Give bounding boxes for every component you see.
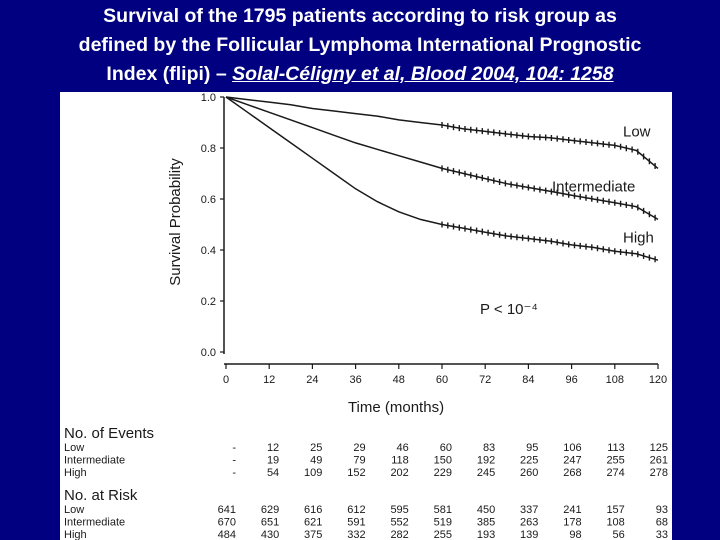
x-tick-label: 0 — [222, 374, 230, 386]
table-cell: 95 — [526, 442, 539, 454]
table-cell: 202 — [390, 467, 409, 479]
table-cell: 108 — [606, 516, 625, 529]
title-line-1: Survival of the 1795 patients according to risk group as — [103, 5, 617, 27]
x-tick-label: 120 — [648, 374, 668, 386]
risk-tables — [64, 425, 668, 540]
series-label-high: High — [623, 229, 654, 247]
survival-chart — [60, 92, 672, 540]
table-cell: 612 — [347, 504, 366, 516]
table-cell: 25 — [310, 442, 323, 454]
table-cell: 229 — [433, 467, 452, 479]
table-cell: 261 — [649, 454, 668, 467]
x-tick-label: 24 — [306, 374, 319, 386]
table-cell: 621 — [304, 516, 323, 529]
table-cell: 193 — [476, 529, 496, 540]
table-cell: 245 — [476, 467, 496, 479]
x-tick-label: 84 — [522, 374, 535, 386]
y-axis-label: Survival Probability — [167, 158, 184, 286]
table-cell: 282 — [390, 529, 409, 540]
table-cell: 255 — [606, 454, 625, 467]
table-cell: 375 — [304, 529, 323, 540]
table-cell: 278 — [649, 467, 668, 479]
x-tick-label: 96 — [565, 374, 578, 386]
title-line-2: defined by the Follicular Lymphoma International Prognostic — [78, 34, 642, 56]
table-cell: 337 — [520, 504, 539, 516]
y-tick-label: 1.0 — [200, 92, 216, 104]
chart-ticks — [201, 92, 667, 386]
table-cell: 79 — [353, 454, 366, 467]
table-row-label: Intermediate — [64, 516, 126, 529]
x-tick-label: 108 — [605, 374, 624, 386]
table-cell: - — [232, 467, 236, 479]
table-cell: 591 — [347, 516, 366, 529]
chart-axes — [224, 97, 658, 364]
table-cell: 118 — [391, 454, 409, 467]
table-heading: No. of Events — [64, 425, 155, 442]
table-cell: 49 — [310, 454, 323, 467]
table-cell: 12 — [266, 442, 280, 454]
table-cell: 385 — [476, 516, 496, 529]
table-cell: 484 — [217, 529, 236, 540]
y-tick-label: 0.8 — [200, 143, 216, 155]
table-row-label: Low — [64, 504, 85, 516]
table-cell: 263 — [520, 516, 539, 529]
table-cell: 83 — [482, 442, 496, 454]
table-cell: 274 — [606, 467, 625, 479]
series-line-low — [226, 97, 658, 168]
table-cell: 93 — [655, 504, 668, 516]
table-cell: 255 — [433, 529, 452, 540]
table-cell: 670 — [217, 516, 236, 529]
table-cell: 581 — [433, 504, 452, 516]
table-heading: No. at Risk — [64, 487, 138, 504]
table-cell: 33 — [655, 529, 668, 540]
table-cell: 106 — [563, 442, 582, 454]
table-cell: 139 — [520, 529, 539, 540]
table-cell: 98 — [569, 529, 582, 540]
slide-title — [0, 2, 720, 89]
table-cell: 332 — [347, 529, 366, 540]
table-cell: 157 — [606, 504, 625, 516]
table-cell: 109 — [304, 467, 323, 479]
y-tick-label: 0.2 — [200, 296, 216, 308]
x-tick-label: 36 — [349, 374, 362, 386]
table-cell: 178 — [563, 516, 582, 529]
table-cell: 152 — [347, 467, 366, 479]
x-tick-label: 60 — [435, 374, 449, 386]
table-cell: 268 — [563, 467, 582, 479]
chart-series — [226, 97, 658, 262]
table-cell: 260 — [520, 467, 539, 479]
table-cell: - — [232, 442, 236, 454]
table-cell: 430 — [260, 529, 280, 540]
x-tick-label: 72 — [479, 374, 492, 386]
table-cell: 225 — [520, 454, 539, 467]
table-cell: 651 — [260, 516, 280, 529]
table-cell: 192 — [476, 454, 496, 467]
table-cell: 519 — [433, 516, 452, 529]
y-tick-label: 0.4 — [200, 245, 216, 257]
title-line-3-prefix: Index (flipi) – — [106, 63, 233, 85]
table-cell: 113 — [607, 442, 625, 454]
table-cell: 247 — [563, 454, 582, 467]
survival-figure — [60, 92, 672, 540]
x-tick-label: 12 — [263, 374, 276, 386]
table-cell: 56 — [612, 529, 625, 540]
table-row-label: Intermediate — [64, 454, 126, 467]
table-cell: 241 — [563, 504, 582, 516]
table-cell: - — [232, 454, 236, 467]
series-line-intermediate — [226, 97, 658, 219]
p-value-annotation: P < 10⁻⁴ — [480, 301, 538, 318]
table-cell: 46 — [396, 442, 409, 454]
table-cell: 54 — [266, 467, 280, 479]
series-label-intermediate: Intermediate — [552, 178, 636, 196]
series-label-low: Low — [623, 123, 651, 141]
citation: Solal-Céligny et al, Blood 2004, 104: 1258 — [232, 63, 614, 85]
table-cell: 125 — [649, 442, 668, 454]
title-line-3 — [0, 60, 720, 89]
table-row-label: High — [64, 529, 87, 540]
table-row-label: Low — [64, 442, 85, 454]
table-cell: 29 — [353, 442, 366, 454]
table-row-label: High — [64, 467, 87, 479]
y-tick-label: 0.6 — [200, 194, 216, 206]
x-tick-label: 48 — [392, 374, 405, 386]
table-cell: 616 — [304, 504, 323, 516]
y-tick-label: 0.0 — [200, 347, 216, 359]
table-cell: 641 — [217, 504, 236, 516]
table-cell: 450 — [476, 504, 496, 516]
table-cell: 150 — [433, 454, 452, 467]
table-cell: 552 — [390, 516, 409, 529]
table-cell: 19 — [266, 454, 280, 467]
table-cell: 629 — [260, 504, 280, 516]
x-axis-label: Time (months) — [347, 399, 445, 416]
table-cell: 595 — [390, 504, 409, 516]
table-cell: 60 — [439, 442, 452, 454]
table-cell: 68 — [655, 516, 668, 529]
